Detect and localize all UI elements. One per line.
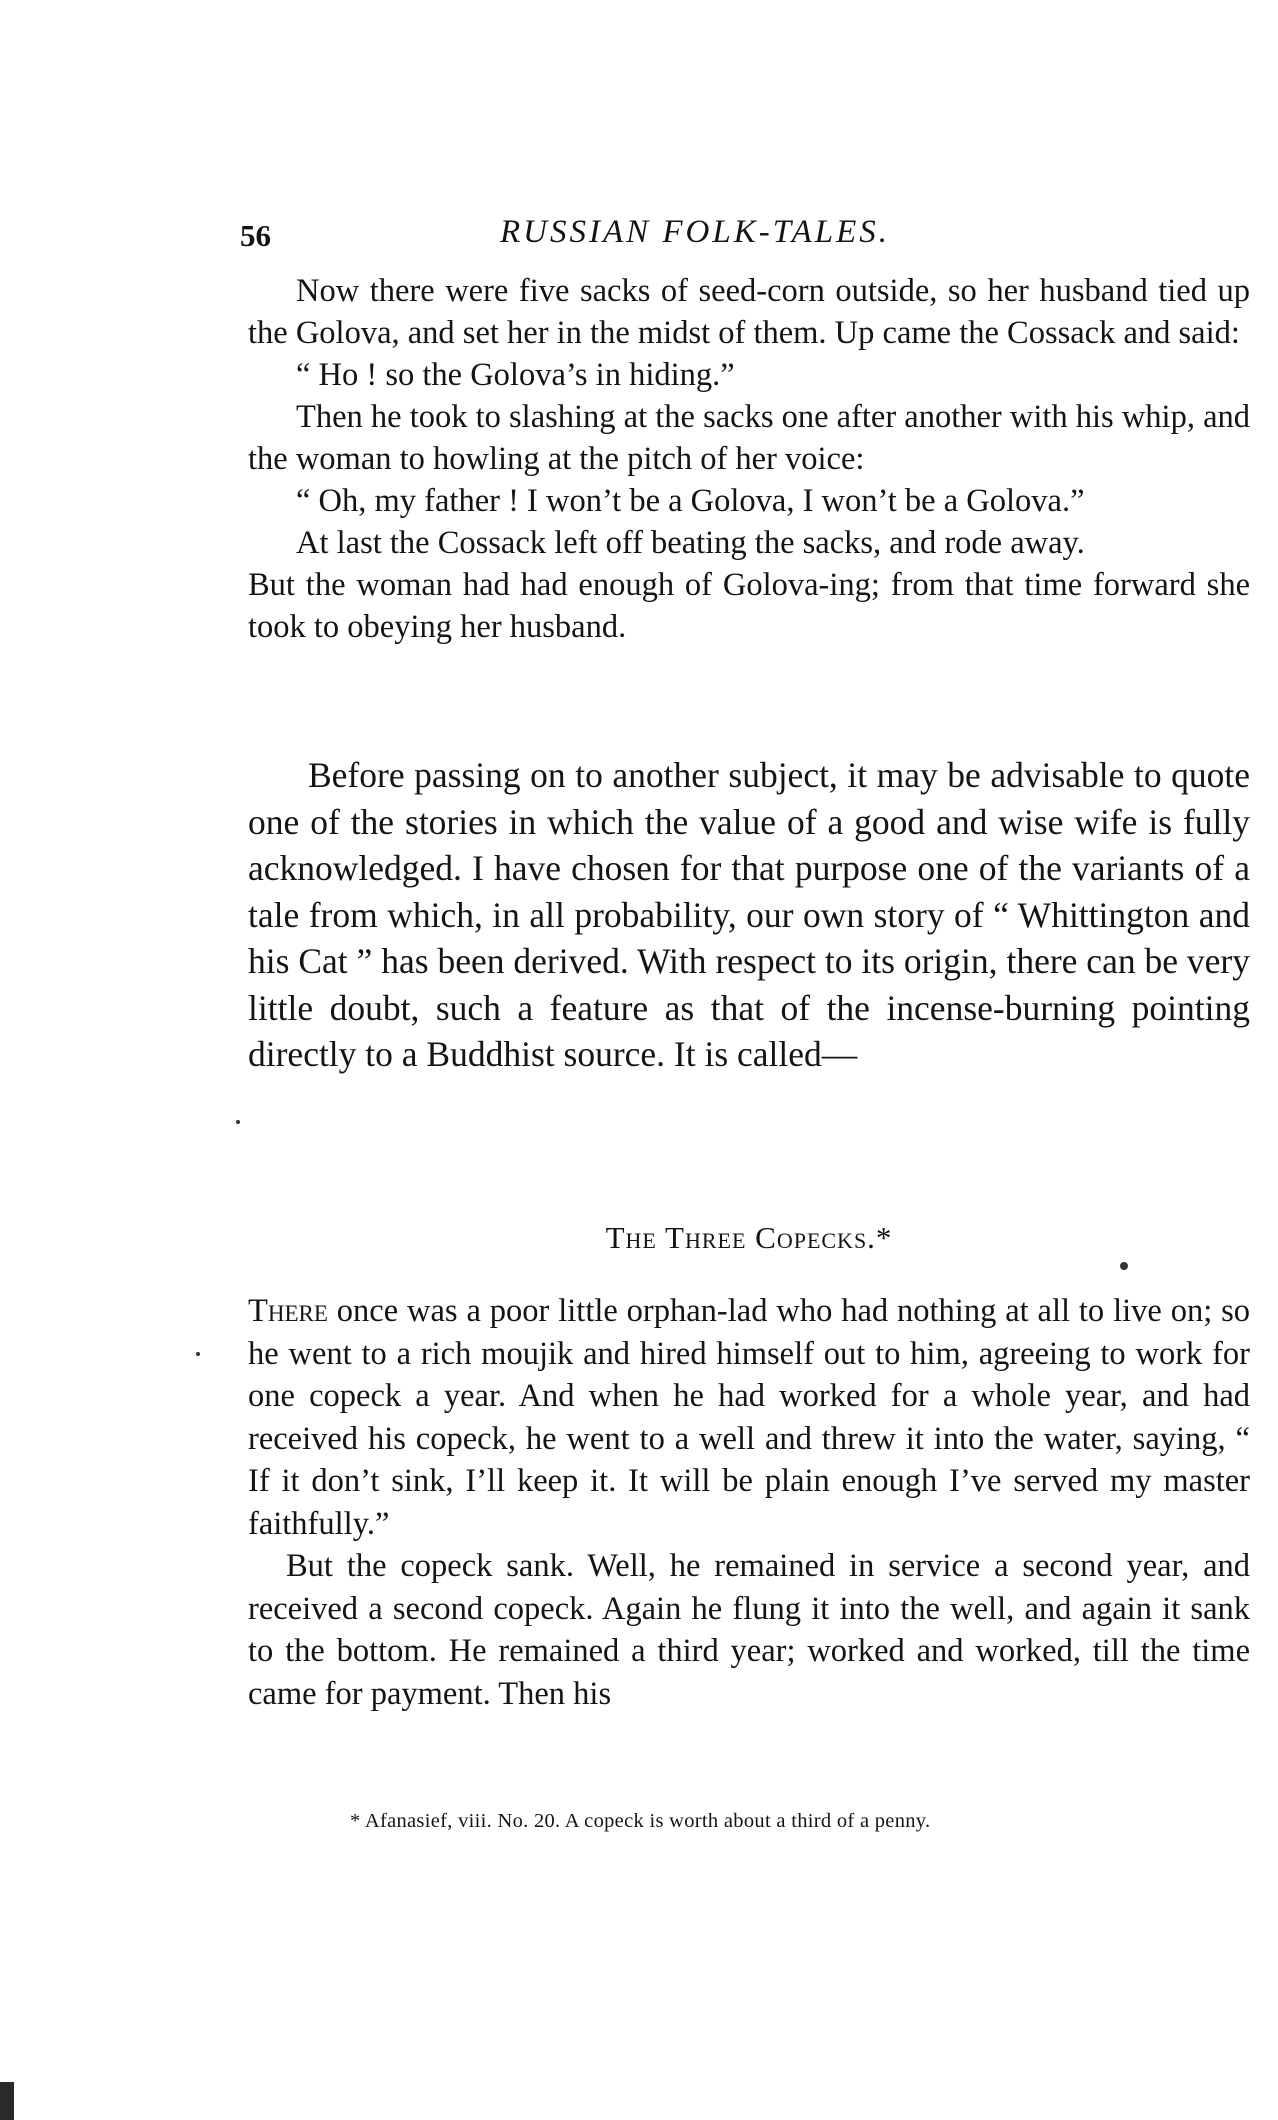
story — [248, 1290, 1250, 1715]
running-title: RUSSIAN FOLK-TALES. — [500, 214, 891, 250]
tale-intro — [248, 270, 1250, 648]
section-title: The Three Copecks.* — [605, 1220, 893, 1255]
paragraph: Now there were five sacks of seed-corn outside, so her husband tied up the Golova, and set her in the midst of them. Up came the Cossack and said: — [248, 273, 1250, 351]
commentary — [248, 752, 1250, 1078]
lead-word: There — [248, 1293, 328, 1329]
commentary-paragraph: Before passing on to another subject, it may be advisable to quote one of the stories in which the value of a good and wise wife is fully acknowledged. I have chosen for that purpose one of the variants of a tale from which, in all probability, our own story of “ Whittington and his Cat ” has been derived. With respect to its origin, there can be very little doubt, such a feature as that of the incense-burning pointing directly to a Buddhist source. It is called— — [248, 755, 1250, 1074]
story-paragraph: But the copeck sank. Well, he remained in service a second year, and received a second copeck. Again he flung it into the well, and again it sank to the bottom. He remained a third year; worked and worked, till the time came for payment. Then his — [248, 1548, 1250, 1712]
scan-edge — [0, 2082, 14, 2120]
dialogue-line: “ Oh, my father ! I won’t be a Golova, I won’t be a Golova.” — [296, 483, 1085, 519]
paragraph: Then he took to slashing at the sacks one after another with his whip, and the woman to howling at the pitch of her voice: — [248, 399, 1251, 477]
ink-speck — [196, 1352, 200, 1356]
story-paragraph — [248, 1290, 1250, 1545]
page-number: 56 — [240, 218, 271, 253]
ink-speck — [1120, 1262, 1128, 1270]
paragraph: But the woman had had enough of Golova-ing; from that time forward she took to obeying her husband. — [248, 567, 1250, 645]
dialogue-line: “ Ho ! so the Golova’s in hiding.” — [296, 357, 735, 393]
ink-speck — [236, 1120, 240, 1124]
story-text: once was a poor little orphan-lad who had nothing at all to live on; so he went to a rich moujik and hired himself out to him, agreeing to work for one copeck a year. And when he had worked for a whole year, and had received his copeck, he went to a well and threw it into the water, saying, “ If it don’t sink, I’ll keep it. It will be plain enough I’ve served my master faithfully.” — [248, 1293, 1251, 1542]
footnote: * Afanasief, viii. No. 20. A copeck is worth about a third of a penny. — [350, 1810, 931, 1832]
paragraph: At last the Cossack left off beating the sacks, and rode away. — [296, 525, 1085, 561]
